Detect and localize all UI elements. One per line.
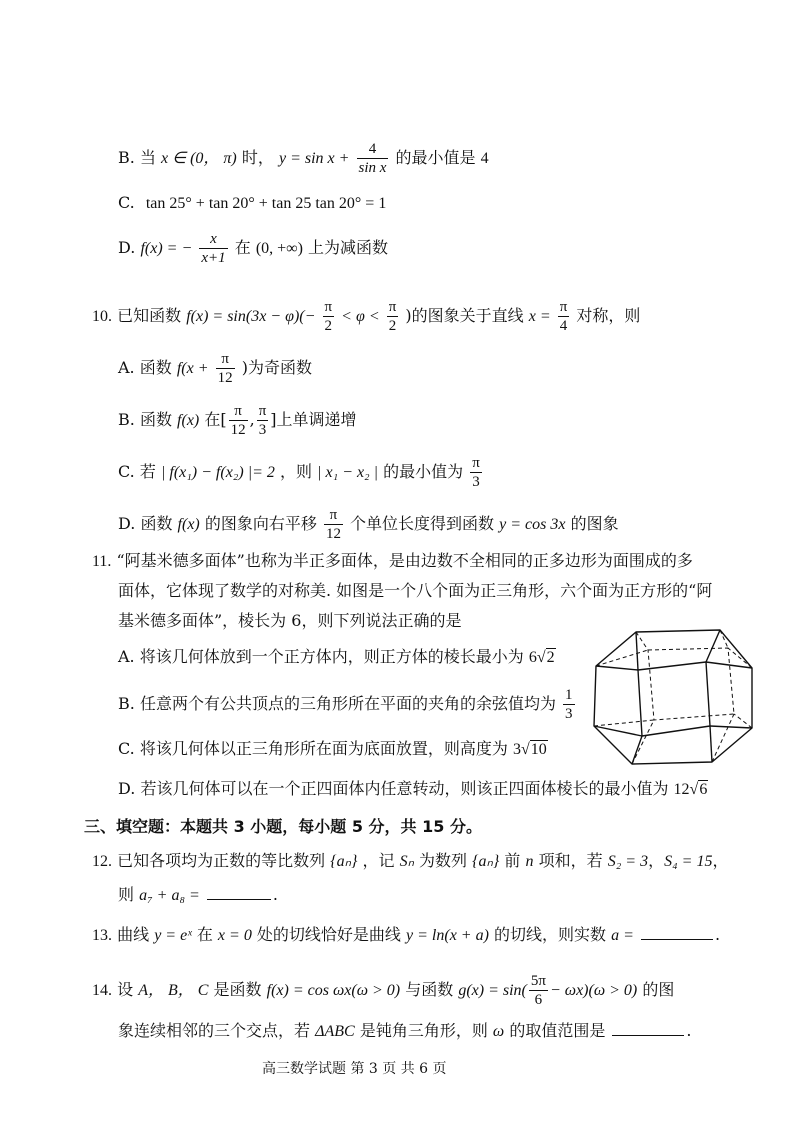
option-label: B. [118, 410, 135, 429]
q13-stem [92, 924, 720, 947]
text: ，则 [279, 462, 312, 481]
text: 在[ [204, 410, 227, 429]
text: ， [648, 851, 665, 870]
text: 已知函数 [117, 306, 182, 325]
text: 的图 [642, 980, 675, 999]
q9-option-c [118, 192, 386, 215]
numerator: π [324, 506, 343, 525]
option-label: B. [118, 694, 135, 713]
q11-option-b [118, 686, 577, 723]
denominator: 3 [472, 474, 480, 490]
text: 的图象 [570, 514, 619, 533]
numerator: x [199, 230, 227, 249]
text: 已知各项均为正数的等比数列 [117, 851, 326, 870]
math-expr: f(x) = sin(3x − φ)(− [186, 308, 316, 325]
option-label: A. [118, 647, 135, 666]
math-expr: | x₁ − x₂ | [317, 464, 379, 481]
math-expr: {aₙ} [472, 853, 500, 870]
denominator: 3 [258, 422, 267, 438]
math-expr: Sₙ [399, 853, 414, 870]
text: 在 [234, 238, 251, 257]
sqrt-expr: 3√10 [512, 741, 547, 758]
q11-option-d [118, 778, 708, 801]
question-number: 14. [92, 982, 112, 999]
numerator: 4 [357, 140, 389, 159]
text: 则 [118, 885, 135, 904]
section-title: 三、填空题：本题共 3 小题，每小题 5 分，共 15 分。 [84, 817, 482, 836]
q11-option-c [118, 738, 548, 761]
text: 若该几何体可以在一个正四面体内任意转动，则该正四面体棱长的最小值为 [140, 779, 669, 798]
math-expr: ω [492, 1023, 505, 1040]
sqrt-expr: 6√2 [528, 649, 555, 666]
back-square-face [648, 648, 734, 720]
math-expr: f(x + [176, 360, 209, 377]
text: )为奇函数 [241, 358, 312, 377]
math-expr: y = ln(x + a) [406, 927, 489, 944]
text: 与函数 [405, 980, 454, 999]
denominator: 2 [388, 318, 397, 334]
fraction [229, 402, 248, 439]
text: 是函数 [213, 980, 262, 999]
math-expr: S₂ = 3 [607, 853, 649, 870]
answer-blank [612, 1021, 684, 1036]
text: ， [712, 851, 729, 870]
numerator: π [229, 402, 248, 421]
text: 上为减函数 [308, 238, 389, 257]
option-label: C. [118, 462, 135, 481]
numerator: 5π [530, 973, 546, 989]
denominator: 12 [217, 370, 233, 386]
text: 项和，若 [538, 851, 603, 870]
q14-line2 [118, 1020, 692, 1043]
math-expr: a₇ + a₈ = [139, 887, 200, 904]
q9-option-b [118, 140, 489, 177]
denominator: sin x [358, 160, 387, 176]
fraction [324, 506, 343, 543]
fraction [558, 298, 570, 335]
option-label: C. [118, 739, 135, 758]
math-expr: x = 0 [217, 927, 252, 944]
q11-stem-line3 [118, 610, 461, 632]
math-expr: − ωx)(ω > 0) [549, 982, 638, 999]
q11-stem-line2 [118, 580, 712, 602]
coefficient: 3 [512, 741, 521, 758]
figure-outline [594, 630, 752, 764]
text: 是钝角三角形，则 [359, 1021, 488, 1040]
math-expr: f(x) [177, 412, 200, 429]
text: 面体，它体现了数学的对称美. 如图是一个八个面为正三角形，六个面为正方形的“阿 [118, 581, 713, 600]
text: 的取值范围是 [509, 1021, 606, 1040]
numerator: π [559, 299, 568, 315]
text: 时， [241, 148, 274, 167]
text: 为数列 [419, 851, 468, 870]
text: 在 [196, 925, 213, 944]
coefficient: 12 [673, 781, 690, 798]
q10-option-a [118, 350, 312, 387]
q9-option-d [118, 230, 388, 267]
text: . [686, 1021, 692, 1040]
q11-option-a [118, 646, 556, 669]
value: 4 [480, 150, 489, 167]
fraction [216, 350, 235, 387]
text: 函数 [139, 410, 172, 429]
radicand: 2 [546, 649, 555, 666]
fraction [323, 298, 335, 335]
q10-option-b: B. 函数 f(x) 在[ $\frac{\pi}{12}$ , $\frac{\pi}{3}$ ]上单调递增 [118, 403, 357, 438]
text: ，记 [362, 851, 395, 870]
text: 将该几何体以正三角形所在面为底面放置，则高度为 [139, 739, 508, 758]
numerator: 1 [565, 687, 573, 703]
text: . [715, 925, 721, 944]
text: 处的切线恰好是曲线 [256, 925, 401, 944]
page-footer: 高三数学试题 第 3 页 共 6 页 [262, 1061, 447, 1077]
text: 将该几何体放到一个正方体内，则正方体的棱长最小为 [139, 647, 524, 666]
option-label: B. [118, 148, 135, 167]
fraction [257, 402, 269, 439]
question-number: 10. [92, 308, 112, 325]
option-label: D. [118, 238, 136, 257]
radicand: 10 [530, 741, 547, 758]
math-expr: S₄ = 15 [664, 853, 713, 870]
answer-blank [641, 925, 713, 940]
math-expr: a = [611, 927, 634, 944]
numerator: π [216, 350, 235, 369]
text: ]上单调递增 [270, 410, 357, 429]
sqrt-expr: 12√6 [673, 781, 708, 798]
text: 设 [117, 980, 134, 999]
text: 基米德多面体”，棱长为 6，则下列说法正确的是 [118, 611, 462, 630]
text: “阿基米德多面体”也称为半正多面体，是由边数不全相同的正多边形为面围成的多 [116, 551, 693, 570]
math-expr: f(x) = cos ωx(ω > 0) [266, 982, 401, 999]
math-expr: | f(x₁) − f(x₂) |= 2 [160, 464, 275, 481]
q10-option-c [118, 454, 484, 491]
text: 对称，则 [576, 306, 641, 325]
denominator: 2 [324, 318, 333, 334]
q10-option-d [118, 506, 619, 543]
numerator: π [258, 403, 267, 419]
numerator: π [324, 299, 333, 315]
denominator: 4 [559, 318, 568, 334]
option-label: C. [118, 193, 135, 212]
numerator: π [388, 299, 397, 315]
option-label: D. [118, 779, 136, 798]
option-label: A. [118, 358, 135, 377]
q10-stem [92, 298, 640, 335]
q12-stem [92, 850, 728, 873]
denominator: 12 [325, 526, 341, 542]
fraction [387, 298, 399, 335]
text: 个单位长度得到函数 [350, 514, 495, 533]
text: 函数 [139, 358, 172, 377]
q14-stem [92, 972, 674, 1009]
numerator: π [472, 455, 480, 471]
math-expr: < φ < [341, 308, 380, 325]
math-expr: {aₙ} [330, 853, 358, 870]
math-expr: y = sin x + [278, 150, 350, 167]
math-expr: n [525, 853, 534, 870]
math-expr: f(x) = − [140, 240, 193, 257]
fraction [470, 454, 482, 491]
math-expr: (0, +∞) [255, 240, 303, 257]
denominator: 6 [534, 992, 543, 1008]
text: 任意两个有公共顶点的三角形所在平面的夹角的余弦值均为 [139, 694, 556, 713]
math-expr: g(x) = sin( [458, 982, 527, 999]
text: 的最小值为 [383, 462, 464, 481]
text: 曲线 [117, 925, 150, 944]
fraction [199, 230, 227, 267]
math-expr: y = eˣ [154, 927, 192, 944]
option-label: D. [118, 514, 136, 533]
text: 象连续相邻的三个交点，若 [118, 1021, 311, 1040]
fraction [563, 686, 575, 723]
fraction [357, 140, 389, 177]
math-expr: x = [528, 308, 551, 325]
text: 的图象向右平移 [204, 514, 317, 533]
denominator: 12 [230, 422, 246, 438]
denominator: x+1 [201, 250, 226, 266]
question-number: 12. [92, 853, 112, 870]
q11-stem-line1 [92, 550, 693, 573]
math-expr: x ∈ (0， π) [161, 150, 237, 167]
math-expr: ΔABC [315, 1023, 355, 1040]
answer-blank [207, 885, 271, 900]
radicand: 6 [699, 781, 708, 798]
text: )的图象关于直线 [405, 306, 524, 325]
text: 当 [139, 148, 156, 167]
text: . [272, 885, 279, 904]
q12-line2 [118, 884, 278, 907]
math-expr: f(x) [177, 516, 200, 533]
front-square-face [638, 662, 710, 736]
text: 若 [139, 462, 156, 481]
question-number: 13. [92, 927, 112, 944]
text: 前 [504, 851, 521, 870]
fraction [529, 972, 548, 1009]
coefficient: 6 [528, 649, 537, 666]
math-expr: tan 25° + tan 20° + tan 25 tan 20° = 1 [145, 195, 387, 212]
math-expr: y = cos 3x [499, 516, 566, 533]
text: 的切线，则实数 [494, 925, 607, 944]
text: 函数 [140, 514, 173, 533]
math-expr: A， B， C [138, 982, 209, 999]
text: 的最小值是 [395, 148, 476, 167]
question-number: 11. [92, 553, 112, 570]
cuboctahedron-figure [588, 628, 758, 766]
denominator: 3 [565, 706, 573, 722]
